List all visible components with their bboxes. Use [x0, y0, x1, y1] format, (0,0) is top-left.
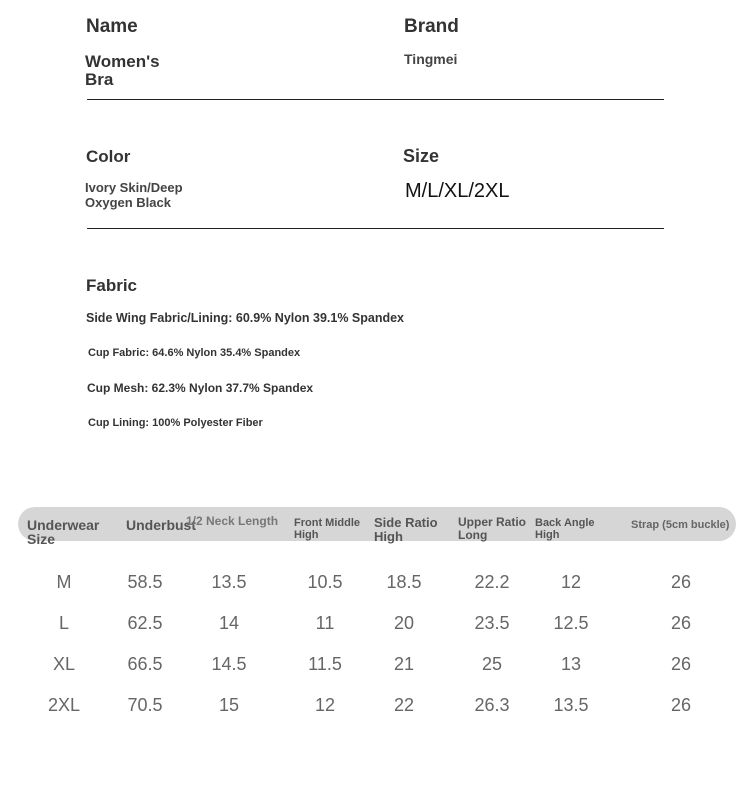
cell-neck-length: 15 [218, 695, 240, 715]
cell-strap: 26 [670, 572, 692, 592]
cell-front-middle-high: 11.5 [308, 654, 342, 674]
cell-front-middle-high: 10.5 [307, 572, 343, 592]
cell-neck-length: 14.5 [211, 654, 247, 674]
cell-upper-ratio-long: 25 [481, 654, 503, 674]
cell-front-middle-high: 11 [315, 613, 335, 633]
cell-underbust: 62.5 [127, 613, 163, 633]
divider-1 [87, 99, 664, 100]
name-label: Name [86, 16, 138, 37]
size-value: M/L/XL/2XL [405, 180, 510, 202]
cell-upper-ratio-long: 23.5 [474, 613, 510, 633]
cell-back-angle-high: 13.5 [553, 695, 589, 715]
divider-2 [87, 228, 664, 229]
cell-size: 2XL [47, 695, 81, 715]
fabric-title: Fabric [86, 276, 138, 295]
fabric-line: Cup Lining: 100% Polyester Fiber [88, 417, 263, 429]
header-underbust: Underbust [126, 517, 196, 533]
brand-label: Brand [404, 16, 459, 37]
fabric-line: Cup Mesh: 62.3% Nylon 37.7% Spandex [87, 381, 314, 395]
header-size: Underwear Size [27, 517, 100, 547]
color-label: Color [86, 147, 131, 166]
cell-upper-ratio-long: 22.2 [474, 572, 510, 592]
cell-underbust: 70.5 [127, 695, 163, 715]
cell-side-ratio-high: 20 [393, 613, 415, 633]
cell-neck-length: 14 [218, 613, 240, 633]
cell-back-angle-high: 13 [560, 654, 582, 674]
header-strap: Strap (5cm buckle) [631, 519, 730, 531]
fabric-line: Side Wing Fabric/Lining: 60.9% Nylon 39.1% Spandex [86, 311, 405, 325]
cell-strap: 26 [670, 654, 692, 674]
cell-underbust: 66.5 [127, 654, 163, 674]
brand-value: Tingmei [404, 51, 458, 67]
header-side-ratio-high: Side Ratio High [374, 515, 438, 544]
cell-side-ratio-high: 18.5 [386, 572, 422, 592]
cell-strap: 26 [670, 613, 692, 633]
header-neck-length: 1/2 Neck Length [186, 514, 279, 528]
cell-size: XL [52, 654, 76, 674]
color-value: Ivory Skin/Deep Oxygen Black [85, 180, 183, 210]
header-front-middle-high: Front Middle High [294, 517, 360, 541]
cell-side-ratio-high: 22 [393, 695, 415, 715]
cell-strap: 26 [670, 695, 692, 715]
cell-upper-ratio-long: 26.3 [474, 695, 510, 715]
header-back-angle-high: Back Angle High [535, 517, 595, 541]
cell-size: M [56, 572, 72, 592]
size-label: Size [403, 146, 440, 166]
cell-front-middle-high: 12 [314, 695, 336, 715]
cell-underbust: 58.5 [127, 572, 163, 592]
cell-back-angle-high: 12.5 [553, 613, 589, 633]
cell-size: L [58, 613, 69, 633]
cell-back-angle-high: 12 [560, 572, 582, 592]
cell-neck-length: 13.5 [211, 572, 247, 592]
header-upper-ratio-long: Upper Ratio Long [458, 515, 527, 542]
name-value: Women's Bra [85, 52, 160, 89]
cell-side-ratio-high: 21 [393, 654, 415, 674]
fabric-line: Cup Fabric: 64.6% Nylon 35.4% Spandex [88, 347, 301, 359]
